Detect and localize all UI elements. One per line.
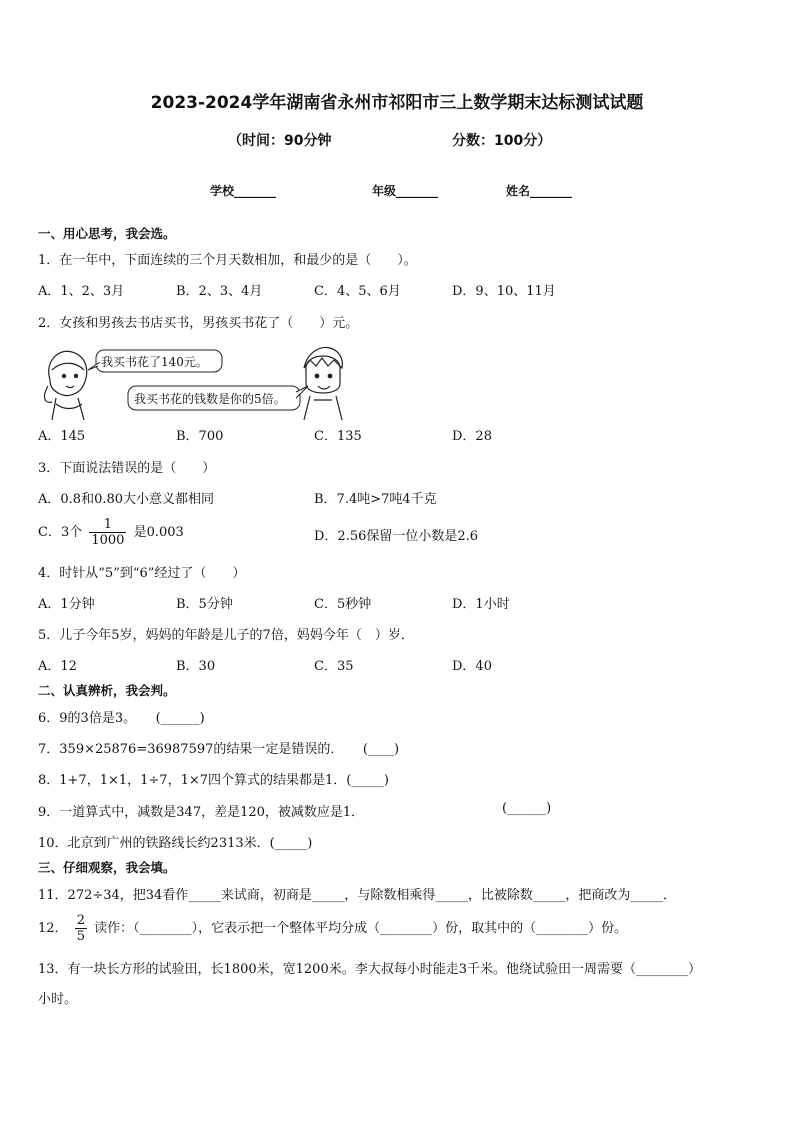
question-13: 13．有一块长方形的试验田，长1800米，宽1200米。李大叔每小时能走3千米。他绕试验田一周需要（________） bbox=[38, 962, 701, 977]
q2-option-d: D．28 bbox=[452, 429, 492, 444]
page-title: 2023-2024学年湖南省永州市祁阳市三上数学期末达标测试试题 bbox=[150, 93, 644, 113]
question-4: 4．时针从“5”到“6”经过了（ ） bbox=[38, 566, 246, 581]
bubble-text-girl: 我买书花了140元。 bbox=[101, 355, 208, 369]
section-heading-2: 二、认真辨析，我会判。 bbox=[38, 683, 176, 698]
q4-option-b: B．5分钟 bbox=[176, 597, 233, 612]
q12-text: 读作：（________），它表示把一个整体平均分成（________）份，取其中的（________）份。 bbox=[94, 921, 628, 936]
question-13-continued: 小时。 bbox=[38, 992, 78, 1007]
q1-option-d: D．9、10、11月 bbox=[452, 284, 556, 299]
question-8: 8．1+7，1×1，1÷7，1×7四个算式的结果都是1．(_____) bbox=[38, 773, 389, 788]
question-6: 6．9的3倍是3。 (______) bbox=[38, 711, 205, 726]
fraction bbox=[75, 913, 87, 944]
q4-option-a: A．1分钟 bbox=[38, 597, 95, 612]
fraction bbox=[89, 517, 126, 548]
question-1: 1．在一年中，下面连续的三个月天数相加，和最少的是（ ）。 bbox=[38, 253, 417, 268]
school-field: 学校_______ bbox=[210, 184, 277, 198]
bubble-text-boy: 我买书花的钱数是你的5倍。 bbox=[134, 392, 286, 406]
q2-option-b: B．700 bbox=[176, 429, 224, 444]
name-field: 姓名_______ bbox=[506, 184, 573, 198]
q2-illustration bbox=[38, 340, 348, 420]
question-5: 5．儿子今年5岁，妈妈的年龄是儿子的7倍，妈妈今年（ ）岁． bbox=[38, 628, 414, 643]
q2-option-c: C．135 bbox=[314, 429, 362, 444]
grade-field: 年级_______ bbox=[372, 184, 439, 198]
question-9: 9．一道算式中，减数是347，差是120，被减数应是1． bbox=[38, 805, 365, 820]
fraction-numerator: 1 bbox=[89, 517, 126, 533]
q3-option-a: A．0.8和0.80大小意义都相同 bbox=[38, 492, 215, 507]
q3-option-d: D．2.56保留一位小数是2.6 bbox=[314, 529, 479, 544]
question-11: 11．272÷34，把34看作_____来试商，初商是_____，与除数相乘得_____，比被除数_____，把商改为_____． bbox=[38, 888, 676, 903]
question-3: 3．下面说法错误的是（ ） bbox=[38, 461, 216, 476]
q3-option-c-suffix: 是0.003 bbox=[133, 525, 184, 540]
question-7: 7．359×25876=36987597的结果一定是错误的． (____) bbox=[38, 742, 400, 757]
q4-option-d: D．1小时 bbox=[452, 597, 510, 612]
question-2: 2．女孩和男孩去书店买书，男孩买书花了（ ）元。 bbox=[38, 316, 359, 331]
q9-answer-blank: (______) bbox=[502, 801, 552, 816]
q5-option-c: C．35 bbox=[314, 659, 354, 674]
q12-prefix: 12． bbox=[38, 921, 68, 936]
q3-option-c-prefix: C．3个 bbox=[38, 525, 83, 540]
q1-option-c: C．4、5、6月 bbox=[314, 284, 401, 299]
fraction-denominator: 1000 bbox=[91, 533, 125, 548]
boy-figure bbox=[304, 348, 342, 420]
q1-option-a: A．1、2、3月 bbox=[38, 284, 125, 299]
q2-option-a: A．145 bbox=[38, 429, 86, 444]
q3-option-b: B．7.4吨>7吨4千克 bbox=[314, 492, 437, 507]
q5-option-d: D．40 bbox=[452, 659, 492, 674]
section-heading-3: 三、仔细观察，我会填。 bbox=[38, 860, 176, 875]
q4-option-c: C．5秒钟 bbox=[314, 597, 372, 612]
question-12 bbox=[38, 910, 627, 948]
exam-time: （时间：90分钟 bbox=[228, 133, 332, 149]
girl-figure bbox=[45, 351, 87, 420]
section-heading-1: 一、用心思考，我会选。 bbox=[38, 226, 176, 241]
q3-option-c bbox=[38, 516, 184, 550]
q5-option-b: B．30 bbox=[176, 659, 216, 674]
exam-score: 分数：100分） bbox=[452, 133, 552, 149]
fraction-denominator: 5 bbox=[76, 929, 85, 944]
question-10: 10．北京到广州的铁路线长约2313米．(_____) bbox=[38, 836, 313, 851]
fraction-numerator: 2 bbox=[76, 913, 85, 928]
q1-option-b: B．2、3、4月 bbox=[176, 284, 263, 299]
q5-option-a: A．12 bbox=[38, 659, 77, 674]
